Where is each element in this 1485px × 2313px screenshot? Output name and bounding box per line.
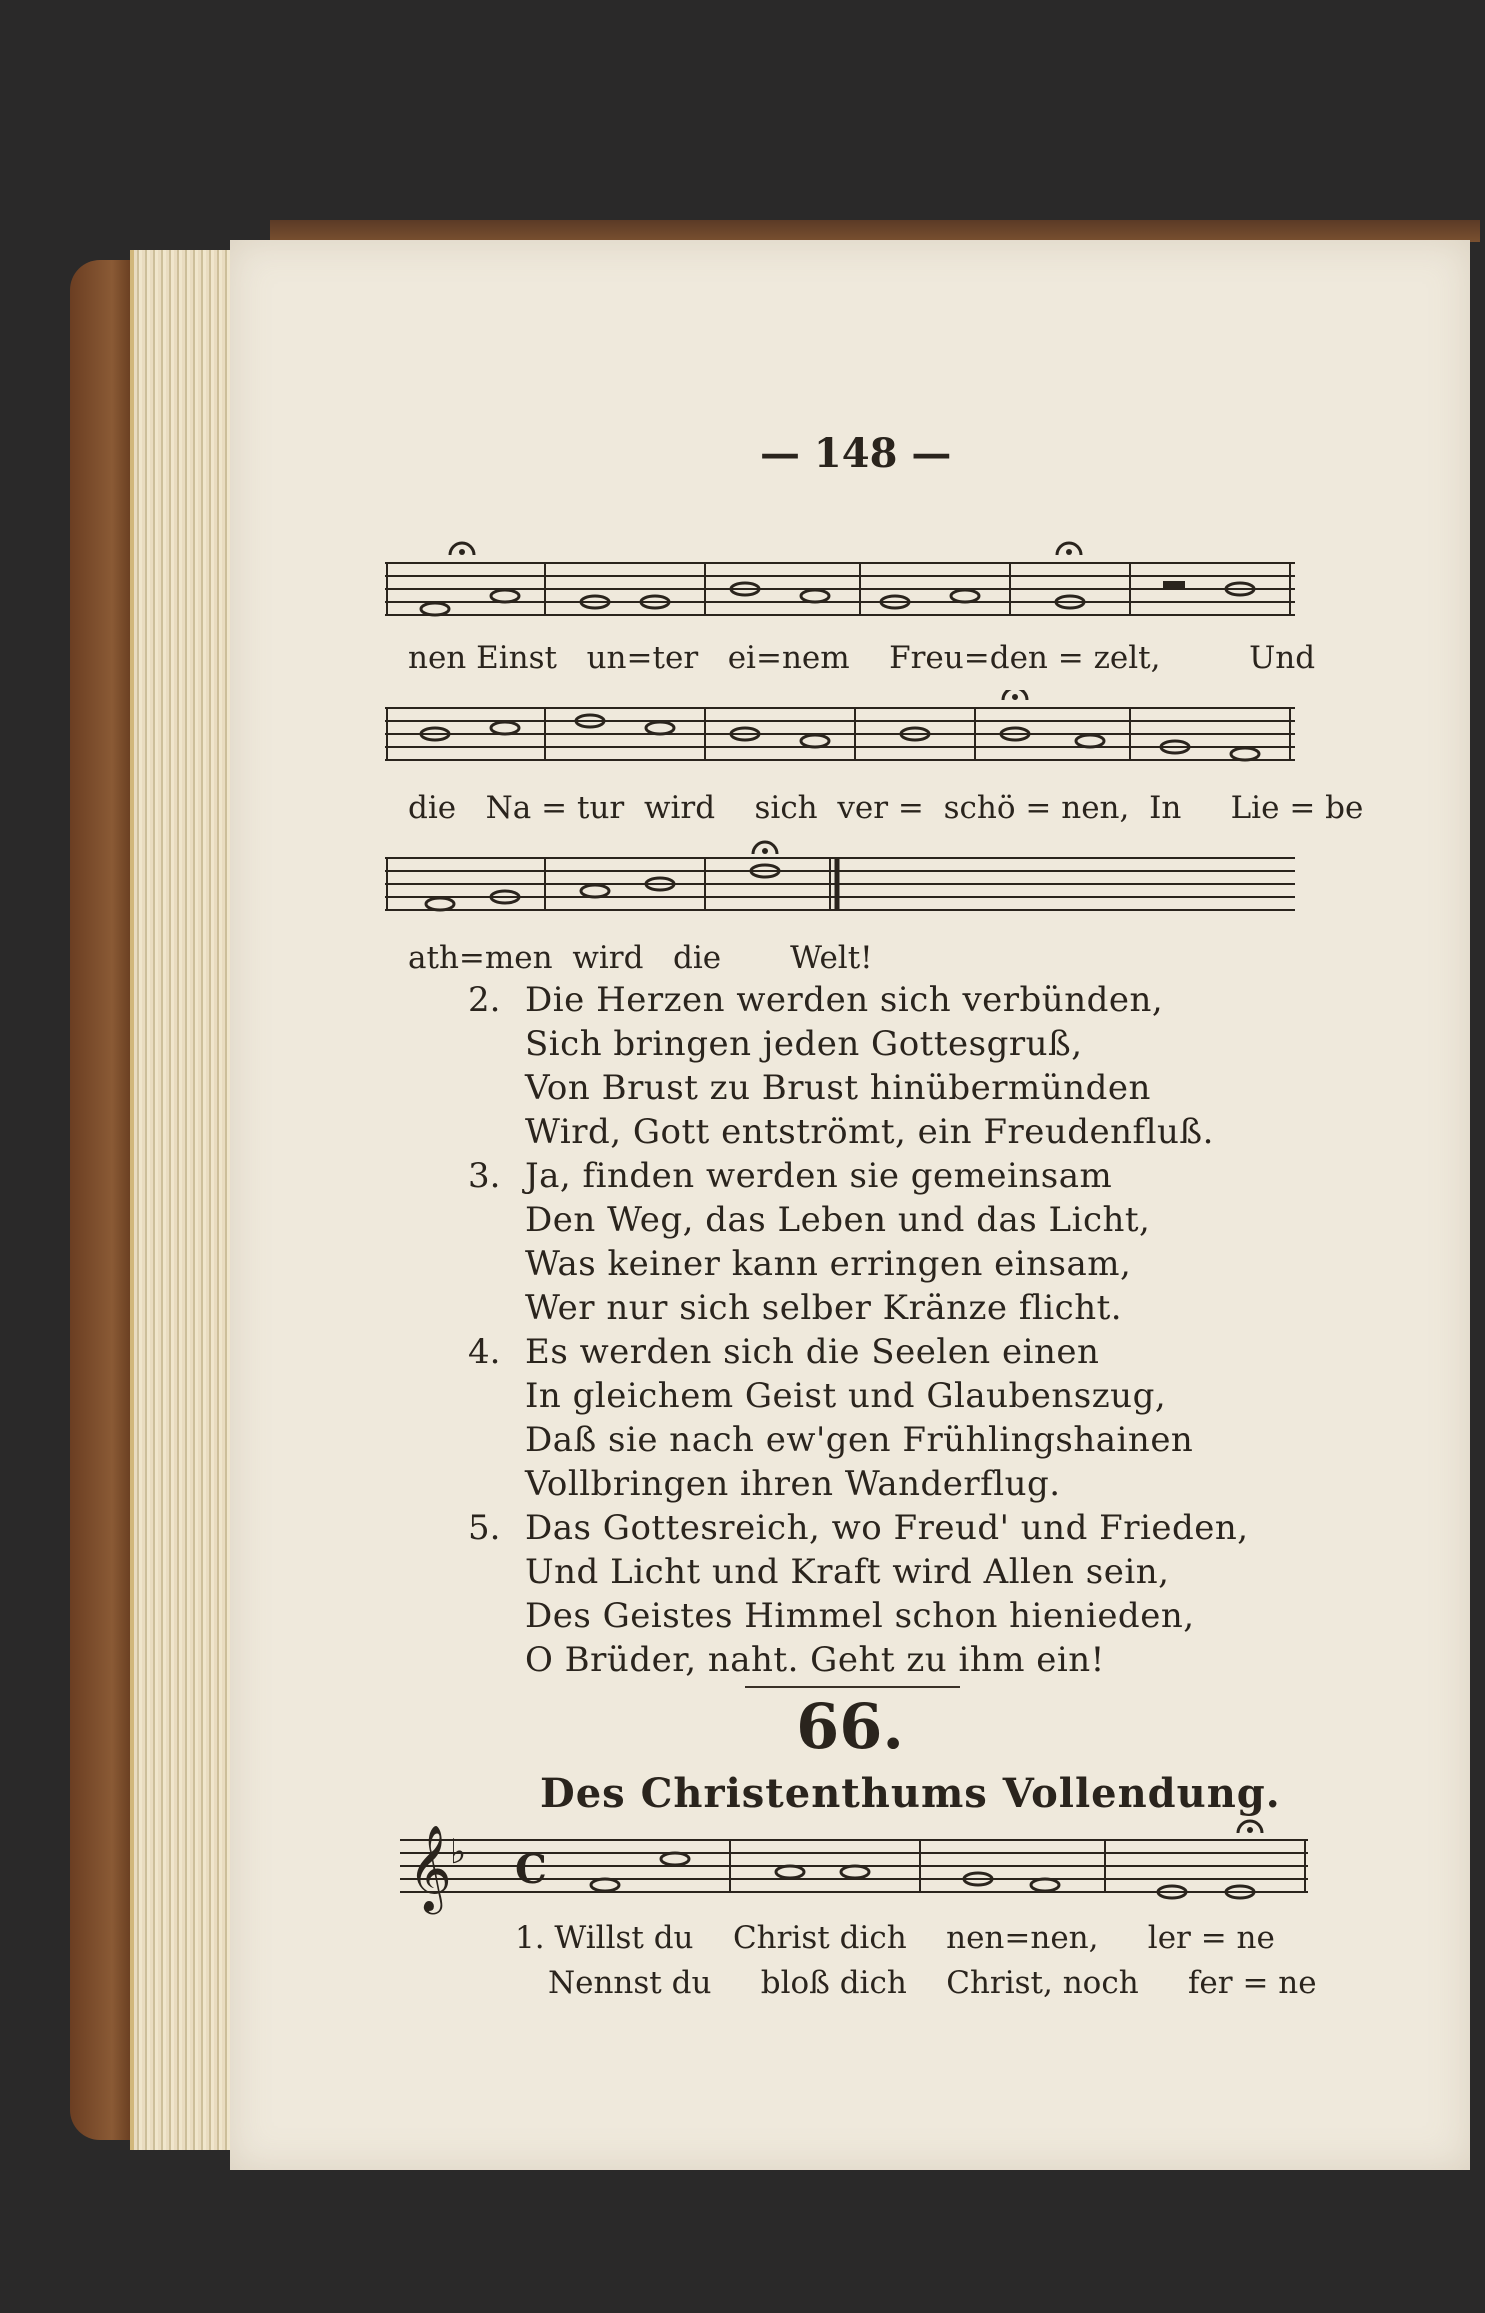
lyrics-line [515,1920,1275,1956]
verse-line: Das Gottesreich, wo Freud' und Frieden, [525,1508,1249,1548]
flat-sign-icon: ♭ [450,1832,467,1872]
treble-clef-icon: 𝄞 [408,1825,452,1911]
syllable: un [586,640,627,676]
syllable: Christ dich [732,1920,907,1956]
hymn-number: 66. [796,1690,904,1763]
lyrics-line [548,1965,1317,2001]
syllable: nen [408,640,467,676]
syllable: Und [1249,640,1316,676]
lyrics-line [408,790,1363,826]
section-divider [745,1686,960,1688]
syllable: sich [754,790,818,826]
syllable: 1. Willst du [515,1920,694,1956]
verse-line: Es werden sich die Seelen einen [525,1332,1100,1372]
syllable: In [1149,790,1182,826]
syllable: bloß dich [760,1965,907,2001]
syllable: nen=nen, [946,1920,1099,1956]
syllable: Lie [1230,790,1280,826]
syllable: fer = ne [1187,1965,1317,2001]
syllable: be [1325,790,1364,826]
syllable: Welt! [790,940,873,976]
syllable: die [673,940,722,976]
syllable: = [1289,790,1316,826]
syllable: die [408,790,457,826]
verse-line: Wer nur sich selber Kränze flicht. [525,1288,1123,1328]
syllable: den [989,640,1048,676]
verse-line: Sich bringen jeden Gottesgruß, [525,1024,1083,1064]
syllable: = [755,640,782,676]
music-staff-3 [385,840,1300,930]
verse-line: Den Weg, das Leben und das Licht, [525,1200,1151,1240]
common-time-icon: C [515,1846,547,1893]
syllable: nem [781,640,850,676]
syllable: ter [652,640,699,676]
music-staff-1 [385,535,1300,625]
syllable: = [897,790,924,826]
verse-line: Die Herzen werden sich verbünden, [525,980,1164,1020]
syllable: ath [408,940,459,976]
syllable: ler = ne [1147,1920,1275,1956]
syllable: = [541,790,568,826]
syllable: Freu [889,640,964,676]
verse-line: O Brüder, naht. Geht zu ihm ein! [525,1640,1105,1680]
lyrics-line [408,940,873,976]
syllable: ver [837,790,889,826]
syllable: = [626,640,653,676]
syllable: wird [643,790,716,826]
verse-line: Von Brust zu Brust hinübermünden [525,1068,1151,1108]
page-number: — 148 — [760,430,952,477]
music-staff-2 [385,690,1300,780]
verse-number: 5. [468,1508,501,1548]
syllable: nen, [1061,790,1130,826]
syllable: Nennst du [548,1965,712,2001]
syllable: schö [943,790,1016,826]
syllable: = [458,940,485,976]
syllable: Christ, noch [946,1965,1139,2001]
syllable: Einst [476,640,558,676]
verse-line: Ja, finden werden sie gemeinsam [525,1156,1113,1196]
verse-line: Und Licht und Kraft wird Allen sein, [525,1552,1170,1592]
syllable: = [1057,640,1084,676]
verse-line: Daß sie nach ew'gen Frühlingshainen [525,1420,1194,1460]
verse-number: 3. [468,1156,501,1196]
syllable: men [484,940,553,976]
verse-line: Wird, Gott entströmt, ein Freudenfluß. [525,1112,1214,1152]
verse-line: Was keiner kann erringen einsam, [525,1244,1132,1284]
verse-line: Des Geistes Himmel schon hienieden, [525,1596,1195,1636]
verse-number: 2. [468,980,501,1020]
verse-line: Vollbringen ihren Wanderflug. [525,1464,1061,1504]
book-cover-top [270,220,1480,242]
lyrics-line [408,640,1315,676]
hymn-title: Des Christenthums Vollendung. [540,1770,1281,1817]
syllable: = [1025,790,1052,826]
verse-number: 4. [468,1332,501,1372]
music-staff-4 [400,1815,1315,1925]
syllable: wird [572,940,644,976]
syllable: ei [727,640,756,676]
syllable: = [963,640,990,676]
verse-line: In gleichem Geist und Glaubenszug, [525,1376,1167,1416]
syllable: zelt, [1093,640,1161,676]
syllable: tur [576,790,625,826]
syllable: Na [485,790,532,826]
